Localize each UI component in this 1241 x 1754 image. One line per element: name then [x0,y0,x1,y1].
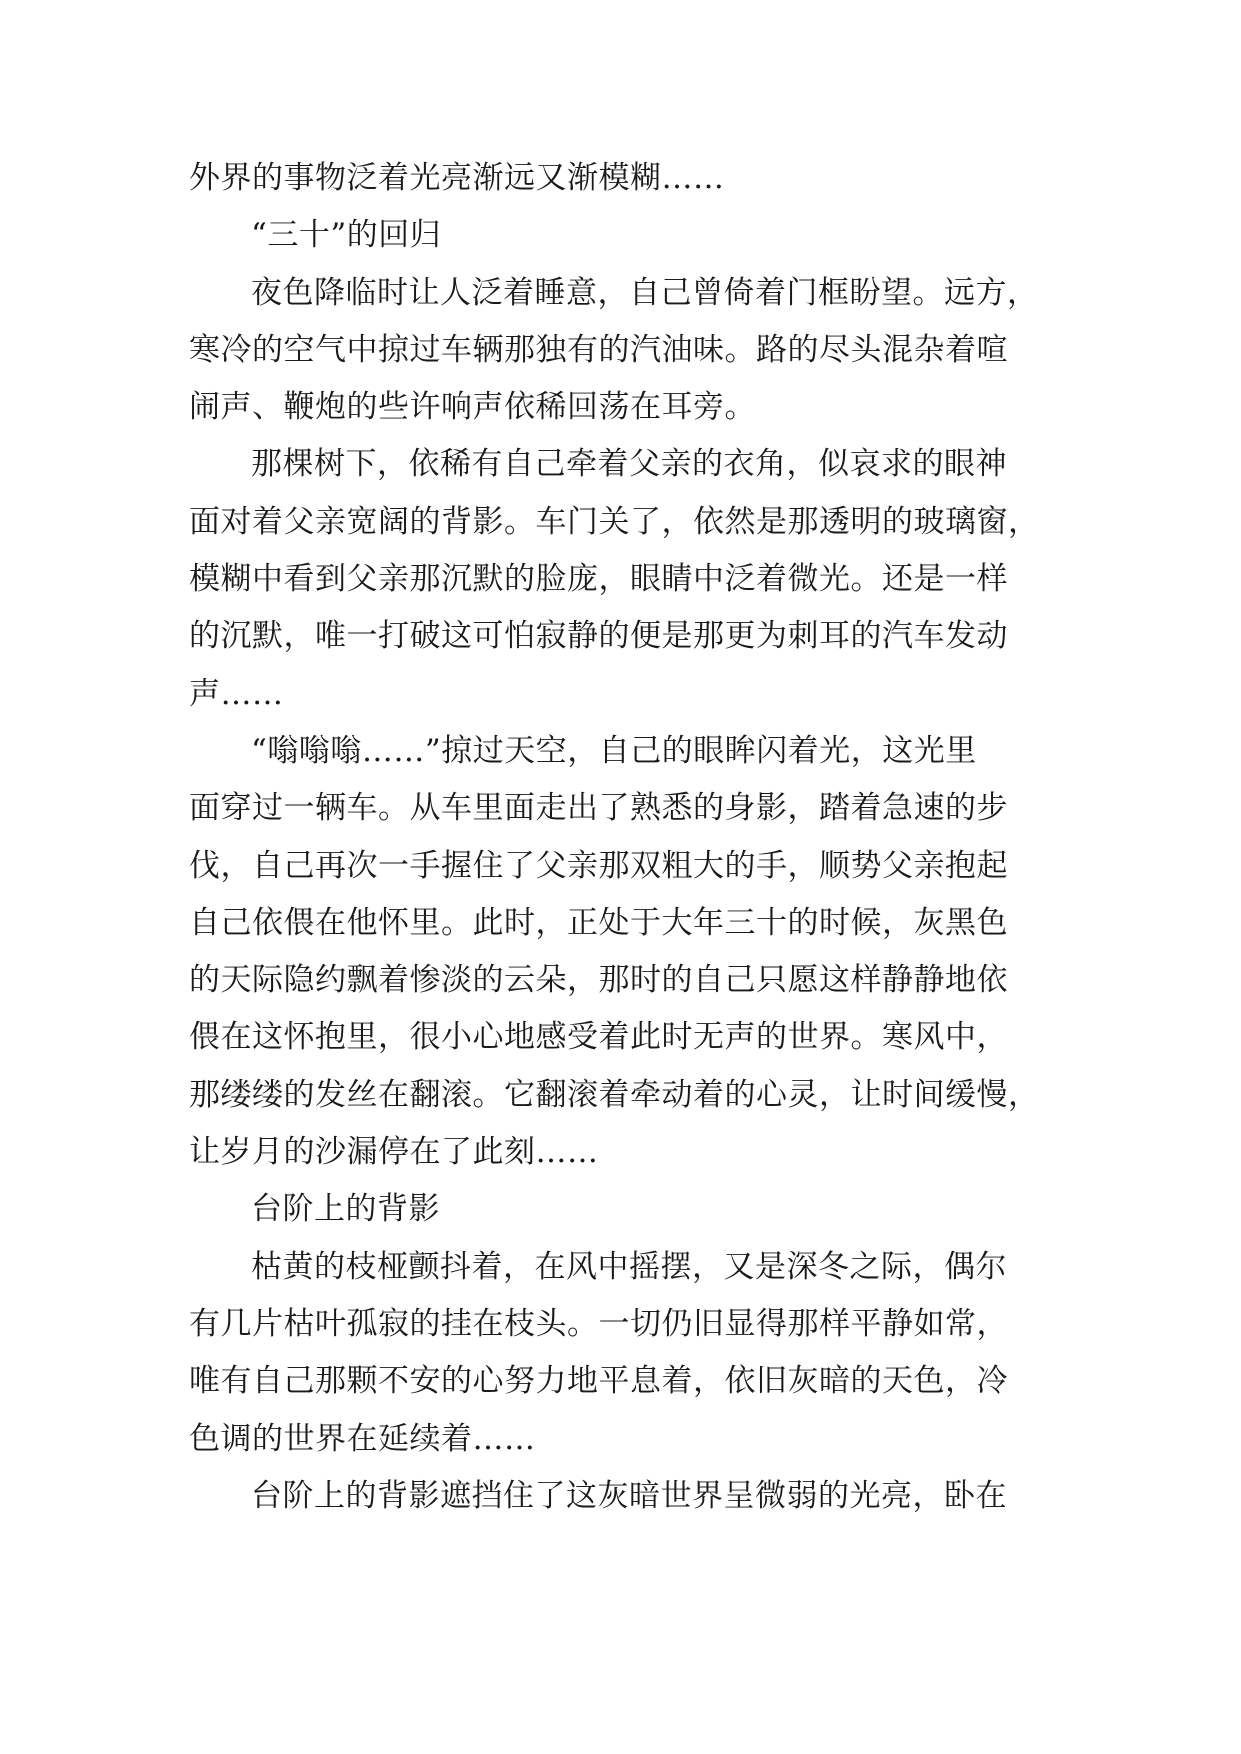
text-line: 伐，自己再次一手握住了父亲那双粗大的手，顺势父亲抱起 [189,847,1008,884]
text-line: 的沉默，唯一打破这可怕寂静的便是那更为刺耳的汽车发动 [189,618,1008,655]
text-line: 模糊中看到父亲那沉默的脸庞，眼睛中泛着微光。还是一样 [189,561,1008,598]
text-line: 声…… [189,675,284,712]
text-line: 寒冷的空气中掠过车辆那独有的汽油味。路的尽头混杂着喧 [189,331,1008,368]
section-heading: 台阶上的背影 [251,1191,440,1228]
text-line: 有几片枯叶孤寂的挂在枝头。一切仍旧显得那样平静如常， [189,1305,1008,1342]
text-line: 面对着父亲宽阔的背影。车门关了，依然是那透明的玻璃窗， [189,503,1040,540]
text-line: “嗡嗡嗡……”掠过天空，自己的眼眸闪着光，这光里 [251,732,977,769]
text-line: 那棵树下，依稀有自己牵着父亲的衣角，似哀求的眼神 [251,446,1007,483]
text-line: 台阶上的背影遮挡住了这灰暗世界呈微弱的光亮，卧在 [251,1477,1007,1514]
article-body [189,150,1049,1525]
text-line: 偎在这怀抱里，很小心地感受着此时无声的世界。寒风中， [189,1019,1008,1056]
text-line: 唯有自己那颗不安的心努力地平息着，依旧灰暗的天色，冷 [189,1363,1008,1400]
text-line: 那缕缕的发丝在翻滚。它翻滚着牵动着的心灵，让时间缓慢， [189,1076,1040,1113]
text-line: 自己依偎在他怀里。此时，正处于大年三十的时候，灰黑色 [189,904,1008,941]
text-line: 枯黄的枝桠颤抖着，在风中摇摆，又是深冬之际，偶尔 [251,1248,1007,1285]
section-heading: “三十”的回归 [251,217,442,254]
text-line: 的天际隐约飘着惨淡的云朵，那时的自己只愿这样静静地依 [189,962,1008,999]
text-line: 让岁月的沙漏停在了此刻…… [189,1134,599,1171]
text-line: 外界的事物泛着光亮渐远又渐模糊…… [189,160,725,196]
text-line: 面穿过一辆车。从车里面走出了熟悉的身影，踏着急速的步 [189,790,1008,827]
text-line: 夜色降临时让人泛着睡意，自己曾倚着门框盼望。远方， [251,274,1039,311]
text-line: 闹声、鞭炮的些许响声依稀回荡在耳旁。 [189,389,756,426]
text-line: 色调的世界在延续着…… [189,1420,536,1457]
